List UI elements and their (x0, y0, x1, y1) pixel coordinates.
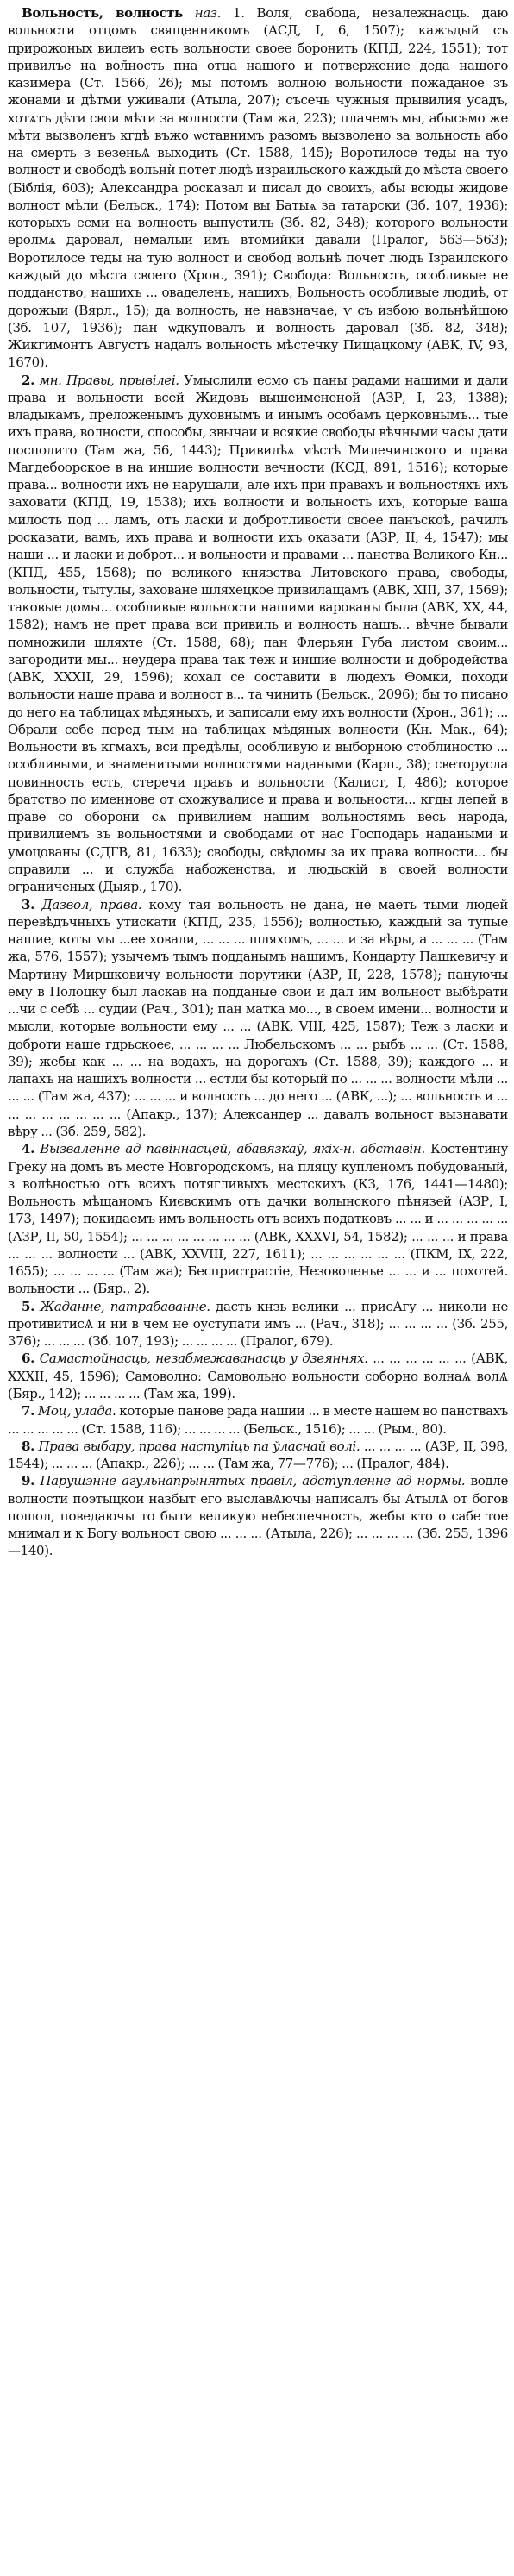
sense-2 (8, 372, 508, 896)
sense-number: 5. (22, 1298, 34, 1314)
sense-text: водле волности поэтыцкои назбыт его выславѦючы написалъ бы АтылѦ от богов пошол, поведаючы то быти великую небеспечность, жебы кто о сабе тое мнимал и к Богу вольност свою ... ... ... (Атыла, 226); ... ... ... ... (Зб. 255, 1396—140). (8, 1473, 509, 1559)
sense-gloss: Моц, улада. (37, 1403, 116, 1420)
headword: Вольность, волность (22, 5, 183, 21)
grammatical-label: наз. (194, 5, 222, 21)
sense-5 (8, 1298, 508, 1351)
sense-number: 3. (22, 896, 34, 912)
sense-text: которые панове рада нашии ... в месте нашем во панствахъ ... ... ... ... ... (Ст. 1588, 116); ... ... ... ... (Бельск., 1516); ... ... (Рым., 80). (8, 1403, 508, 1437)
sense-gloss: Жаданне, патрабаванне. (40, 1298, 210, 1314)
sense-number: 4. (22, 1141, 34, 1157)
sense-3 (8, 896, 508, 1141)
sense-text: ... ... ... ... (АЗР, II, 398, 1544); ... ... ... (Апакр., 226); ... ... (Там жа, 77—776); ... (Пралог, 484). (8, 1438, 508, 1472)
sense-6 (8, 1350, 508, 1402)
sense-number: 7. (22, 1403, 34, 1420)
sense-8 (8, 1438, 508, 1473)
sense-gloss: Парушэнне агульнапрынятых правіл, адступленне ад нормы. (40, 1473, 466, 1489)
sense-number: 6. (22, 1351, 34, 1367)
sense-gloss: Вызваленне ад павіннасцей, абавязкаў, якіх-н. абставін. (40, 1141, 425, 1157)
sense-text: Костентину Греку на домъ въ месте Новгородскомъ, на пляцу купленомъ побудованый, з волѣностью отъ всихъ потягливыхъ местскихъ (КЗ, 176, 1441—1480); Вольность мѣщаномъ Києвскимъ отъ дачки волынского пѣнязей (АЗР, I, 173, 1497); покидаемъ имъ вольность отъ всихъ податковъ ... ... и ... ... ... ... ... (АЗР, II, 50, 1554); ... ... ... ... ... ... ... ... (АВК, XXXVI, 54, 1582); ... ... ... и права ... ... ... волности ... (АВК, XXVIII, 227, 1611); ... ... ... ... ... ... (ПКМ, IX, 222, 1655); ... ... ... ... (Там жа); Беспристрастіе, Незоволенье ... ... и ... похотей. вольности ... (Бяр., 2). (8, 1141, 508, 1297)
sense-gloss: Права выбару, права наступіць па ўласнай волі. (38, 1438, 360, 1454)
sense-text: Умыслили есмо съ паны радами нашими и дали права и вольности всей Жидовъ вышеимененой (АЗР, I, 23, 1388); владыкамъ, преложенымъ духовнымъ и инымъ особамъ церковнымъ... тые ихъ права, волности, способы, звычаи и всякие свободы вѣчными часы дати посполито (Там жа, 56, 1443); Привилѣѧ мѣстѣ Милечинского и права Магдебоорское в на иншие волности вечности (КСД, 891, 1516); которые права... волности ихъ не нарушали, але ихъ при правахъ и вольностяхъ ихъ заховати (КПД, 19, 1538); ихъ волности и вольность ихъ, которые ваша милость под ... ламъ, отъ ласки и добротливости своее панъскоѣ, рачилъ росказати, вамъ, ихъ права и волности ихъ оказати (АЗР, II, 4, 1547); мы наши ... и ласки и доброт... и вольности и правами ... панства Великого Кн... (КПД, 455, 1568); по великого князства Литовского права, свободы, вольности, тытулы, заховане шляхецкое привилащамъ (АВК, XIII, 37, 1569); таковые домы... особливые вольности нашими варованы была (АВК, XX, 44, 1582); намъ не прет права вси привиль и волность нашъ... вѣчне бывали помножили шляхте (Ст. 1588, 68); пан Флерьян Губа листом своим... загородити мы... неудера права так теж и иншие волности и добродейства (АВК, XXXII, 29, 1596); кохал се составити в людехъ Ѳомки, походи вольности наше права и волност в... та чинить (Бельск., 2096); бы то писано до него на таблицах мѣдяныхъ, и записали ему ихъ волности (Хрон., 361); ... Обрали себе перед тым на таблицах мѣдяных волности (Кн. Мак., 64); Вольности въ кгмахъ, вси предѣлы, особливую и выборною стоблиностю ... особливыми, и знаменитыми волностями надаными (Карп., 38); светорусла повинность есть, стеречи правъ и вольности (Калист, I, 486); которое братство по именнове от схожувалисе и права и вольности... кгды лепей в праве со оборони сѧ привилием нашим вольностямъ весь народа, привилиемъ зъ вольностями и свободами от нас Господарь надаными и умоцованы (СДГВ, 81, 1633); свободы, свѣдомы за их права волности... бы справили ... и служба набоженства, и людьскій в своей волности ограниченых (Дыяр., 170). (8, 372, 508, 895)
sense-text: дасть кнзь велики ... присАгу ... николи не противитисѦ и ни в чем не оуступати имъ ... (Рач., 318); ... ... ... ... (Зб. 255, 376); ... ... ... (Зб. 107, 193); ... ... ... ... (Пралог, 679). (8, 1298, 508, 1350)
sense-number: 2. (22, 372, 34, 388)
sense-text: ... ... ... ... ... ... (АВК, XXXII, 45, 1596); Самоволно: Самовольно вольности соборно волнаѦ волѦ (Бяр., 142); ... ... ... ... (Там жа, 199). (8, 1351, 508, 1401)
sense-1-text: 1. Воля, свабода, незалежнасць. даю вольности отцомъ священникомъ (АСД, I, 6, 1507); кажъдый съ прирожоных вилеиъ есть вольности своее боронить (КПД, 224, 1551); тот привилъе на вол̆ность пна отца нашого и потвержение деда нашого казимера (Ст. 1566, 26); мы потомъ волною вольности пожаданое зъ жонами и дѣтми уживали (Атыла, 207); съсечь чужныя прывилия усадъ, хотѧтъ дѣти свои мѣти за волности (Там жа, 223); плачемъ мы, абысьмо же мѣти вызволенъ кгдѣ въжо ѡставнимъ разомъ вызволено за вольность або на смерть з везеньѦ выходить (Ст. 1588, 145); Воротилосе теды на туо волност и свободѣ вольнѝ потет людѣ израильского каждый до мѣста своего (Біблія, 603); Александра росказал и писал до своихъ, абы всюды жидове волност мѣли (Бельск., 174); Потом вы Батыѧ за татарски (Зб. 107, 1936); которыхъ есми на волность выпустилъ (Зб. 82, 348); которого вольности еролмѧ даровал, немалыи имъ втомийки давали (Пралог, 563—563); Воротилосе теды на тую волност и свобод вольнѣ почет людъ Ізраилского каждый до мѣста своего (Хрон., 391); Свобода: Вольность, особливые не подданство, нашихъ ... оваделенъ, нашихъ, Вольность особливые людиѣ, от дорожыи (Вярл., 15); да волность, не навзначае, ѵ съ избою вольнѣйшою (Зб. 107, 1936); пан ѡдкуповалъ и волность даровал (Зб. 82, 348); Жикгимонтъ Августъ надалъ вольность мѣстечку Пищацкому (АВК, IV, 93, 1670). (8, 5, 508, 371)
sense-4 (8, 1140, 508, 1297)
sense-text: кому тая вольность не дана, не маеть тыми людей перевѣдъчныхъ утискати (КПД, 235, 1556); волностью, каждый за тупые нашие, коты мы ...ее ховали, ... ... ... шляхомъ, ... ... и за вѣры, а ... ... ... (Там жа, 576, 1557); узычемъ тымъ подданымъ нашимъ, Кондарту Пашкевичу и Мартину Миршковичу вольности порутики (АЗР, II, 228, 1578); пануючы ему в Полоцку был ласкав на подданые свои и дал им вольност выбѣрати ...чи с себѣ ... судии (Рач., 301); пан матка мо..., в своем имени... волности и мысли, которые вольности ему ... ... (АВК, VIII, 425, 1587); Теж з ласки и доброти наше гдрьскоеє, ... ... ... ... Любельскомъ ... ... рыбъ ... ... (Ст. 1588, 39); жебы как ... ... на водахъ, на дорогахъ (Ст. 1588, 39); каждого ... и лапахъ на нашихъ волности ... естли бы который по ... ... ... волности мѣли ... ... ... (Там жа, 437); ... ... ... и волность ... до него ... (АВК, ...); ... вольность и ... ... ... ... ... ... ... ... (Апакр., 137); Александер ... давалъ вольност вызнавати вѣру ... (Зб. 259, 582). (8, 896, 508, 1139)
dictionary-entry (8, 4, 508, 372)
sense-number: 9. (22, 1473, 34, 1489)
sense-9 (8, 1472, 508, 1559)
sense-7 (8, 1402, 508, 1438)
sense-gloss: Самастойнасць, незабмежаванасць у дзеяннях. (39, 1351, 368, 1367)
sense-gloss: Дазвол, права. (41, 896, 142, 912)
sense-gloss: мн. Правы, прывілеі. (39, 372, 179, 388)
sense-number: 8. (22, 1438, 34, 1454)
